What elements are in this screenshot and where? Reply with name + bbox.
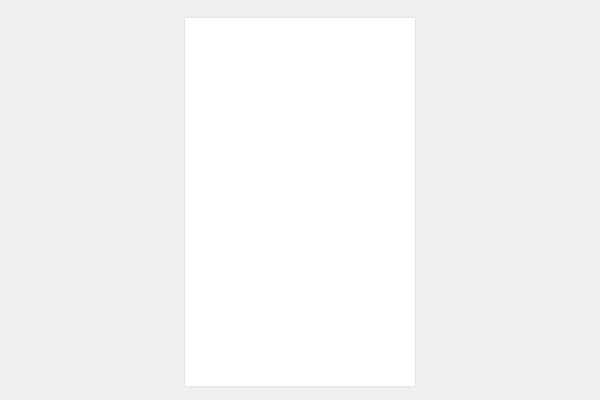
document-page — [185, 18, 415, 386]
